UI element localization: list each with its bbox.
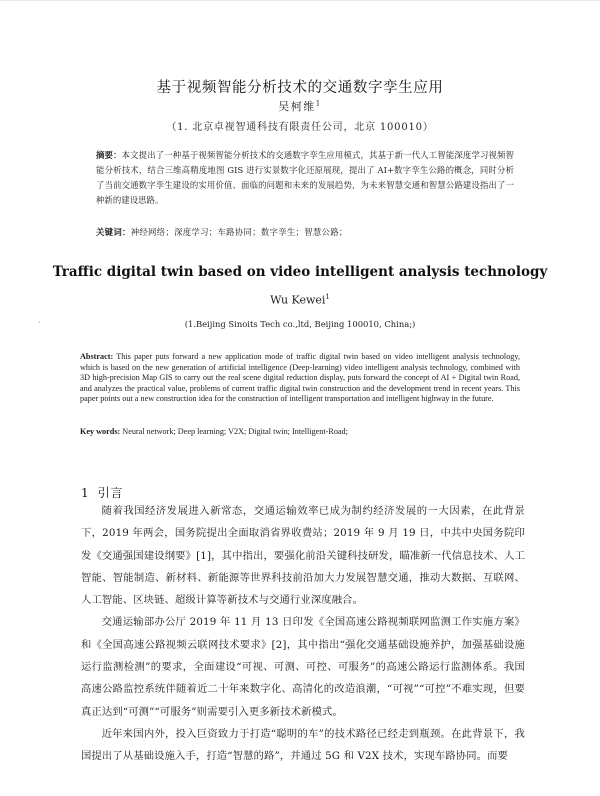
chinese-abstract (96, 148, 514, 208)
chinese-title: 基于视频智能分析技术的交通数字孪生应用 (156, 80, 444, 96)
english-author-name: Wu Kewei (270, 293, 326, 307)
english-title: Traffic digital twin based on video intelligent analysis technology (52, 264, 548, 280)
chinese-keywords (96, 226, 348, 238)
english-author (0, 293, 600, 307)
chinese-affiliation: （1. 北京卓视智通科技有限责任公司，北京 100010） (166, 122, 434, 133)
body-text (81, 500, 525, 768)
chinese-author-name: 吴柯维 (278, 100, 316, 113)
scan-speck: · (38, 318, 41, 327)
section-heading (81, 484, 124, 501)
english-abstract-text: This paper puts forward a new application mode of traffic digital twin based on video intelligent analysis technology, which is based on the new generation of artificial intelligence (Deep-learning) video intelligent analysis technology, combined with 3D high-precision Map GIS to carry out the real scene digital reduction display, puts forward the concept of AI + Digital twin Road, and analyzes the practical value, problems of current traffic digital twin construction and the development trend in recent years. This paper points out a new construction idea for the construction of intelligent transportation and intelligent highway in the future. (80, 352, 520, 403)
english-abstract-label: Abstract: (80, 352, 114, 361)
body-paragraph: 交通运输部办公厅 2019 年 11 月 13 日印发《全国高速公路视频联网监测工作实施方案》和《全国高速公路视频云联网技术要求》[2]，其中指出“强化交通基础设施养护，加强基础设施运行监测检测”的要求，全面建设“可视、可测、可控、可服务”的高速公路运行监测体系。我国高速公路监控系统伴随着近二十年来数字化、高清化的改造浪潮，“可视”“可控”不难实现，但要真正达到“可测”“可服务”则需要引入更多新技术新模式。 (81, 616, 525, 718)
chinese-author-affil-mark: 1 (315, 99, 322, 108)
chinese-keywords-label: 关键词： (96, 227, 131, 237)
body-paragraph: 近年来国内外，投入巨资致力于打造“聪明的车”的技术路径已经走到瓶颈。在此背景下，我国提出了从基础设施入手，打造“智慧的路”，并通过 5G 和 V2X 技术，实现车路协同。而要 (81, 727, 525, 763)
english-affiliation: (1.Beijing Sinoits Tech co.,ltd, Beijing 100010, China;) (184, 319, 416, 329)
section-number: 1 (81, 486, 90, 500)
body-paragraph: 随着我国经济发展进入新常态，交通运输效率已成为制约经济发展的一大因素，在此背景下，2019 年两会，国务院提出全面取消省界收费站；2019 年 9 月 19 日，中共中央国务院印发《交通强国建设纲要》[1]，其中指出，要强化前沿关键科技研发，瞄准新一代信息技术、人工智能、智能制造、新材料、新能源等世界科技前沿加大力发展智慧交通，推动大数据、互联网、人工智能、区块链、超级计算等新技术与交通行业深度融合。 (81, 505, 525, 607)
chinese-abstract-text: 本文提出了一种基于视频智能分析技术的交通数字孪生应用模式，其基于新一代人工智能深度学习视频智能分析技术，结合三维高精度地图 GIS 进行实景数字化还原展现，提出了 AI+数字孪生公路的概念，同时分析了当前交通数字孪生建设的实用价值、面临的问题和未来的发展趋势，为未来智慧交通和智慧公路建设指出了一种新的建设思路。 (96, 150, 515, 205)
chinese-abstract-label: 摘要： (96, 150, 122, 160)
english-author-affil-mark: 1 (325, 293, 330, 301)
chinese-author (0, 98, 600, 114)
english-keywords-text: Neural network; Deep learning; V2X; Digital twin; Intelligent-Road; (122, 427, 348, 436)
chinese-keywords-text: 神经网络；深度学习；车路协同；数字孪生；智慧公路； (130, 227, 348, 237)
english-keywords-label: Key words: (80, 427, 121, 436)
section-title: 引言 (97, 486, 124, 500)
english-keywords (80, 427, 348, 436)
english-abstract (80, 352, 520, 405)
